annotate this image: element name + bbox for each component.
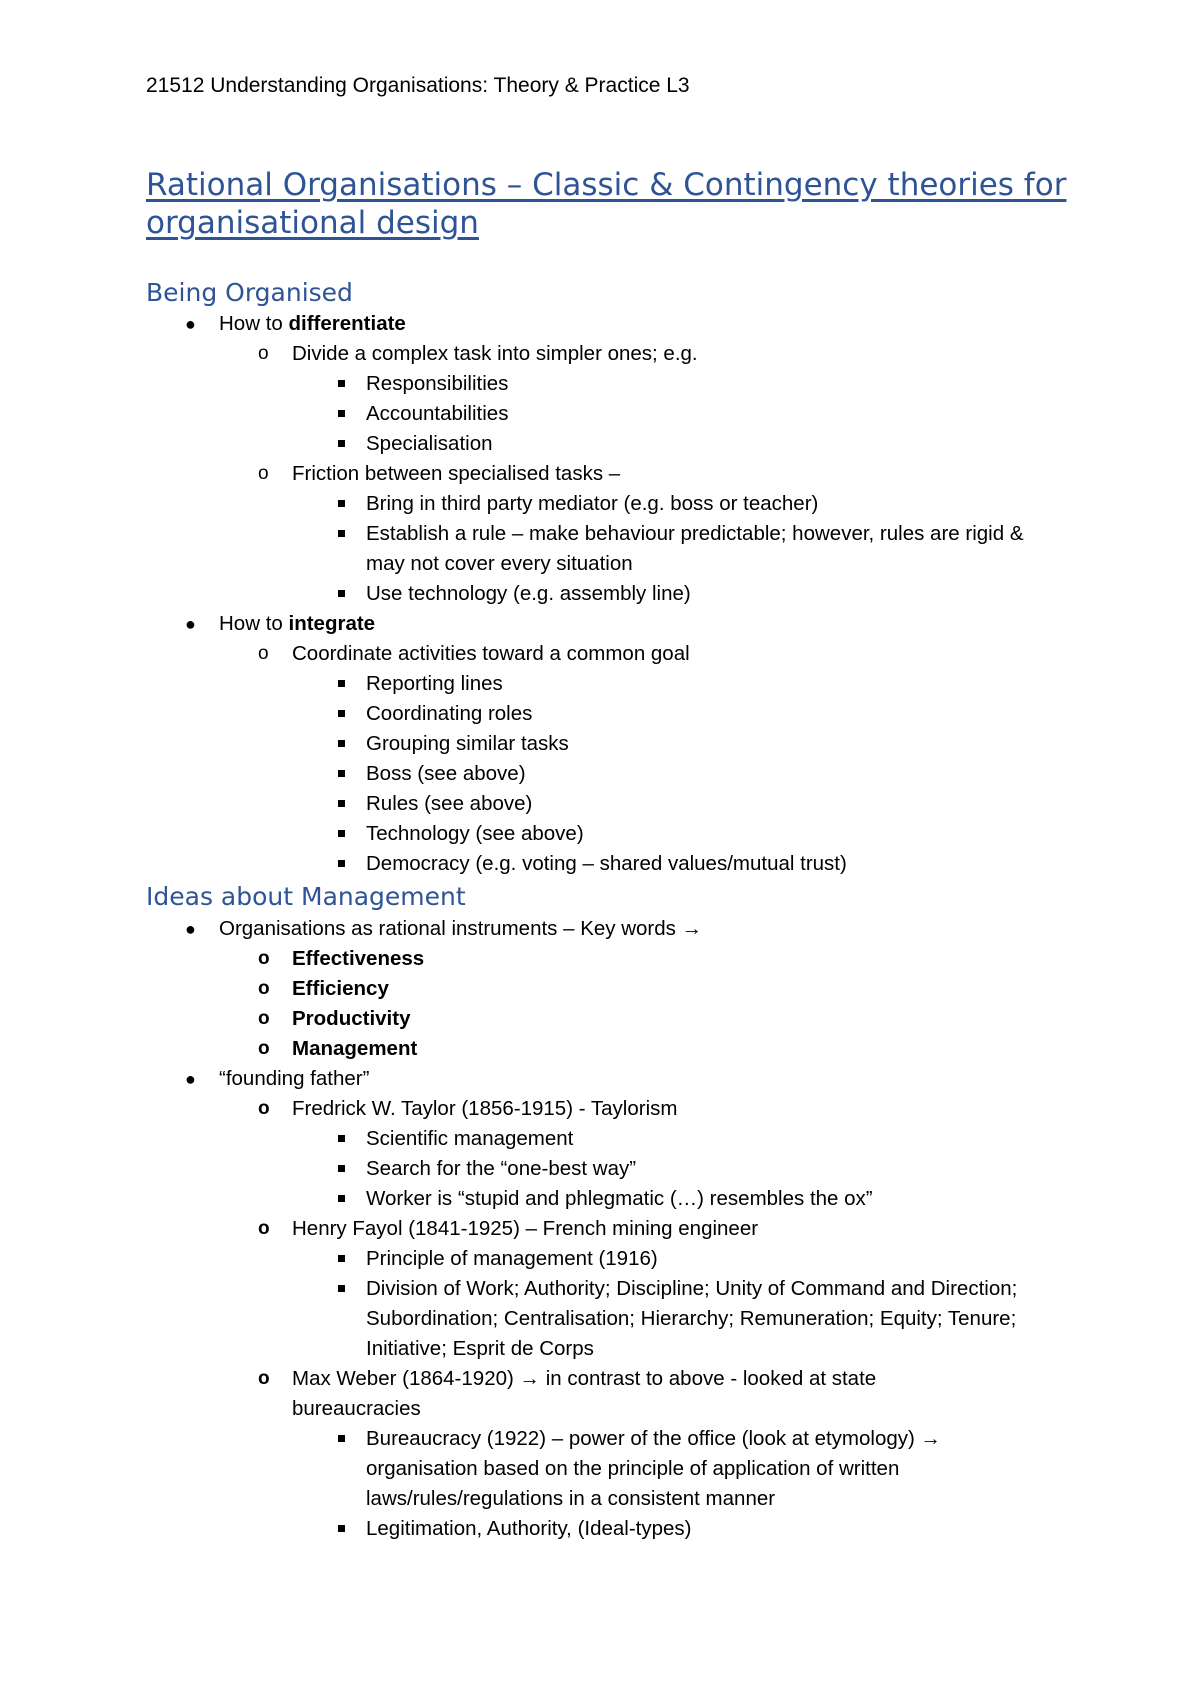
list-item: Bureaucracy (1922) – power of the office (look at etymology) → organisation based on the principle of application of written laws/rules/regulations in a consistent manner [366,1424,1016,1514]
bullet-dot-icon: ● [185,314,196,334]
bullet-square-icon [338,710,345,717]
bullet-square-icon [338,800,345,807]
bullet-circle-icon: o [258,1368,270,1389]
bullet-circle-icon: o [258,643,269,664]
bullet-square-icon [338,1255,345,1262]
bullet-square-icon [338,590,345,597]
list-item: ● How to differentiate [219,309,406,339]
bullet-square-icon [338,1165,345,1172]
bullet-square-icon [338,680,345,687]
list-item: o Coordinate activities toward a common goal [292,639,690,669]
list-item: ● How to integrate [219,609,375,639]
bullet-dot-icon: ● [185,614,196,634]
heading-ideas-management: Ideas about Management [146,882,466,911]
list-item: ● “founding father” [219,1064,369,1094]
list-item: o Efficiency [292,974,389,1004]
list-item: Rules (see above) [366,789,1066,819]
list-item: Establish a rule – make behaviour predictable; however, rules are rigid & may not cover every situation [366,519,1066,579]
list-item: Specialisation [366,429,1066,459]
list-item: Boss (see above) [366,759,1066,789]
bullet-circle-icon: o [258,948,270,969]
list-item: Technology (see above) [366,819,1066,849]
page-header: 21512 Understanding Organisations: Theory & Practice L3 [146,74,690,97]
bullet-square-icon [338,740,345,747]
list-item: o Max Weber (1864-1920) → in contrast to above - looked at state bureaucracies [292,1364,952,1424]
bullet-circle-icon: o [258,1008,270,1029]
list-item: Division of Work; Authority; Discipline; Unity of Command and Direction; Subordination; Centralisation; Hierarchy; Remuneration; Equity; Tenure; Initiative; Esprit de Corps [366,1274,1046,1364]
list-item: Bring in third party mediator (e.g. boss or teacher) [366,489,1066,519]
bullet-circle-icon: o [258,1038,270,1059]
bullet-square-icon [338,380,345,387]
list-item: o Management [292,1034,417,1064]
bullet-square-icon [338,830,345,837]
list-item: o Effectiveness [292,944,424,974]
list-item: Principle of management (1916) [366,1244,1066,1274]
bullet-circle-icon: o [258,463,269,484]
bullet-circle-icon: o [258,343,269,364]
list-item: Reporting lines [366,669,1066,699]
bullet-circle-icon: o [258,1098,270,1119]
list-item: Democracy (e.g. voting – shared values/mutual trust) [366,849,1066,879]
bullet-square-icon [338,1525,345,1532]
bullet-square-icon [338,440,345,447]
list-item: o Henry Fayol (1841-1925) – French mining engineer [292,1214,758,1244]
list-item: Worker is “stupid and phlegmatic (…) resembles the ox” [366,1184,1066,1214]
bullet-square-icon [338,1135,345,1142]
bullet-square-icon [338,410,345,417]
list-item: Legitimation, Authority, (Ideal-types) [366,1514,1066,1544]
bullet-dot-icon: ● [185,1069,196,1089]
list-item: o Divide a complex task into simpler ones; e.g. [292,339,698,369]
list-item: Grouping similar tasks [366,729,1066,759]
bullet-circle-icon: o [258,978,270,999]
bullet-square-icon [338,860,345,867]
bullet-circle-icon: o [258,1218,270,1239]
list-item: o Friction between specialised tasks – [292,459,620,489]
list-item: Responsibilities [366,369,1066,399]
bullet-square-icon [338,770,345,777]
document-title: Rational Organisations – Classic & Contingency theories for organisational design [146,167,1067,241]
heading-being-organised: Being Organised [146,278,353,307]
list-item: o Fredrick W. Taylor (1856-1915) - Taylorism [292,1094,677,1124]
list-item: o Productivity [292,1004,410,1034]
bullet-square-icon [338,1435,345,1442]
bullet-square-icon [338,530,345,537]
list-item: ● Organisations as rational instruments – Key words → [219,914,702,944]
list-item: Search for the “one-best way” [366,1154,1066,1184]
bullet-square-icon [338,500,345,507]
bullet-square-icon [338,1195,345,1202]
list-item: Accountabilities [366,399,1066,429]
list-item: Coordinating roles [366,699,1066,729]
bullet-square-icon [338,1285,345,1292]
bullet-dot-icon: ● [185,919,196,939]
list-item: Use technology (e.g. assembly line) [366,579,1066,609]
list-item: Scientific management [366,1124,1066,1154]
